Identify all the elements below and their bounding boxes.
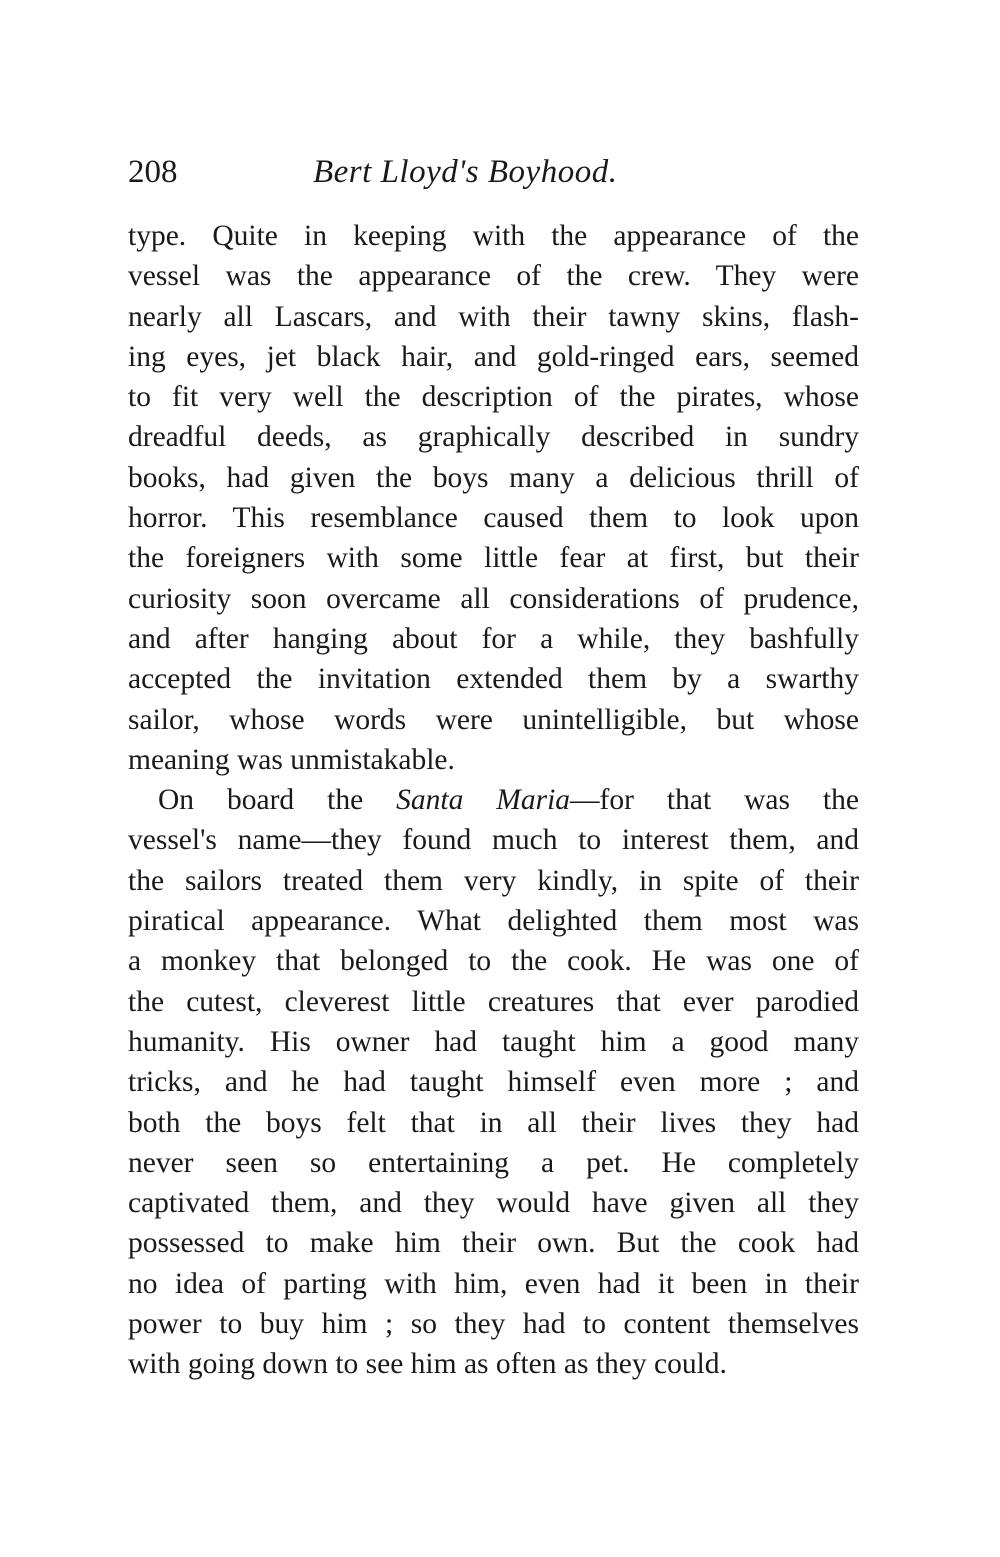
text-line: horror. This resemblance caused them to look upon [128,502,859,535]
text-line: vessel's name—they found much to interest them, and [128,824,859,857]
page-number: 208 [128,154,178,190]
text-line: accepted the invitation extended them by a swarthy [128,663,859,696]
text-run: —for that was the [570,784,859,817]
text-line: power to buy him ; so they had to content themselves [128,1308,859,1341]
book-title: Bert Lloyd's Boyhood. [313,154,618,190]
text-line: and after hanging about for a while, they bashfully [128,622,859,655]
text-line: books, had given the boys many a delicious thrill of [128,461,859,494]
text-line: the sailors treated them very kindly, in spite of their [128,864,859,897]
text-line: possessed to make him their own. But the cook had [128,1227,859,1260]
text-line: sailor, whose words were unintelligible, but whose [128,703,859,736]
text-line: with going down to see him as often as they could. [128,1348,727,1381]
text-line: vessel was the appearance of the crew. They were [128,260,859,293]
text-line: piratical appearance. What delighted them most was [128,905,859,938]
text-line: a monkey that belonged to the cook. He was one of [128,945,859,978]
ship-name: Santa Maria [396,784,571,817]
text-line: ing eyes, jet black hair, and gold-ringed ears, seemed [128,340,859,373]
body-text [128,216,859,1385]
paragraph-first-line [128,780,859,820]
text-line: captivated them, and they would have given all they [128,1187,859,1220]
text-line: tricks, and he had taught himself even more ; and [128,1066,859,1099]
text-line: never seen so entertaining a pet. He completely [128,1146,859,1179]
text-line: dreadful deeds, as graphically described in sundry [128,421,859,454]
running-head [128,148,859,196]
text-line: nearly all Lascars, and with their tawny skins, flash- [128,300,859,333]
text-run: On board the [158,784,397,817]
text-line: humanity. His owner had taught him a good many [128,1025,859,1058]
text-line: the cutest, cleverest little creatures that ever parodied [128,985,859,1018]
text-line: the foreigners with some little fear at first, but their [128,542,859,575]
text-line: type. Quite in keeping with the appearance of the [128,220,859,252]
text-line: to fit very well the description of the pirates, whose [128,381,859,414]
text-line: both the boys felt that in all their lives they had [128,1106,859,1139]
text-line: no idea of parting with him, even had it been in their [128,1267,859,1300]
text-line: curiosity soon overcame all considerations of prudence, [128,582,859,615]
text-line: meaning was unmistakable. [128,743,455,776]
